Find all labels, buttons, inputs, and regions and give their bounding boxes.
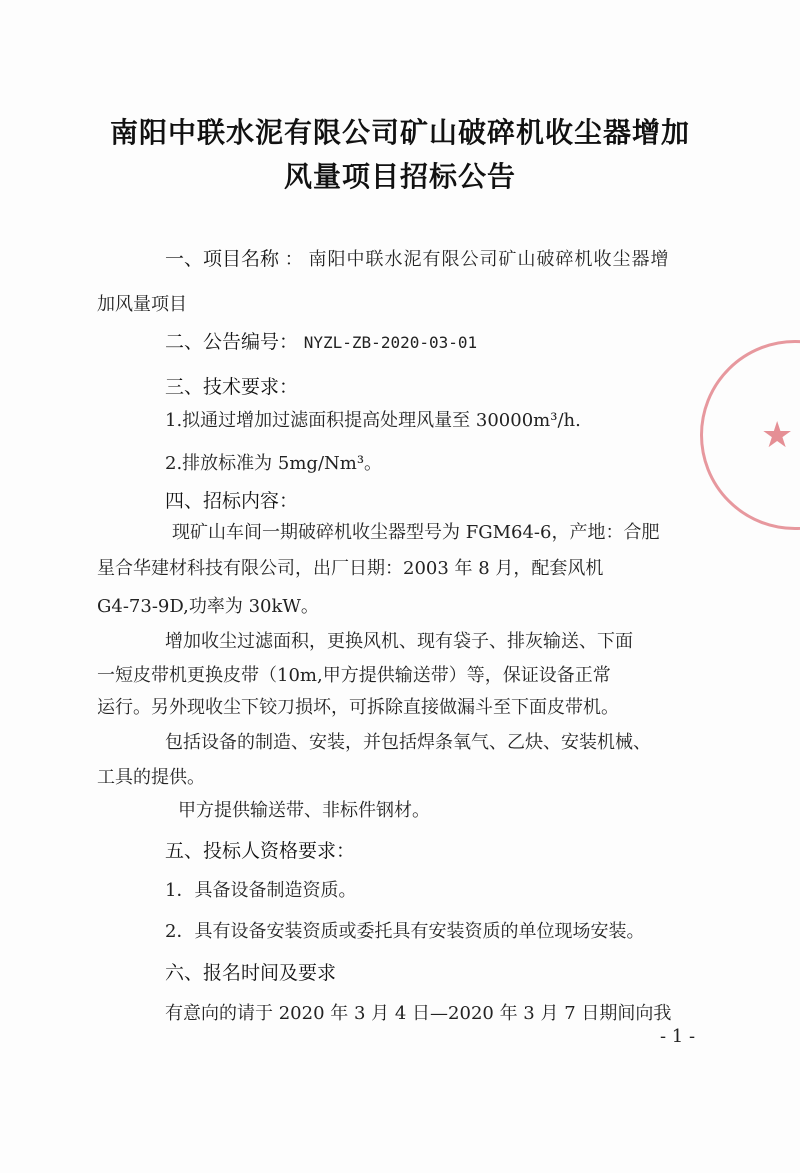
section1-text-line1: 南阳中联水泥有限公司矿山破碎机收尘器增 [308,249,670,270]
section1-heading: 一、项目名称 [165,248,280,270]
section4-p3-line1: 包括设备的制造、安装，并包括焊条氧气、乙炔、安装机械、 [165,732,651,753]
section1-line [165,244,669,271]
section4-p2-line2: 一短皮带机更换皮带（10m,甲方提供输送带）等，保证设备正常 [97,665,611,686]
section2-heading: 二、公告编号： [165,331,299,353]
section5-item1: 1．具备设备制造资质。 [165,880,357,901]
section6-heading: 六、报名时间及要求 [165,962,337,984]
section1-text-line2: 加风量项目 [97,294,187,315]
section4-heading: 四、招标内容： [165,490,299,512]
section2-text: NYZL-ZB-2020-03-01 [303,333,478,352]
section4-p4-line1: 甲方提供输送带、非标件钢材。 [178,800,430,821]
section3-item1: 1.拟通过增加过滤面积提高处理风量至 30000m³/h. [165,410,581,431]
section3-item2: 2.排放标准为 5mg/Nm³。 [165,453,383,474]
page-number: - 1 - [660,1026,696,1047]
seal-clip [700,340,800,530]
section4-p2-line1: 增加收尘过滤面积，更换风机、现有袋子、排灰输送、下面 [165,631,633,652]
section4-p1-line2: 星合华建材科技有限公司，出厂日期：2003 年 8 月，配套风机 [97,558,604,579]
section6-text-line1: 有意向的请于 2020 年 3 月 4 日—2020 年 3 月 7 日期间向我 [165,1003,672,1024]
section2-line [165,327,477,354]
section4-p1-line3: G4-73-9D,功率为 30kW。 [97,596,319,617]
section4-p3-line2: 工具的提供。 [97,767,205,788]
section4-p2-line3: 运行。另外现收尘下铰刀损坏，可拆除直接做漏斗至下面皮带机。 [97,697,619,718]
section4-p1-line1: 现矿山车间一期破碎机收尘器型号为 FGM64-6，产地：合肥 [172,522,660,543]
section5-heading: 五、投标人资格要求： [165,840,356,862]
star-icon: ★ [761,415,794,456]
document-title-line2: 风量项目招标公告 [283,160,516,193]
section5-item2: 2．具有设备安装资质或委托具有安装资质的单位现场安装。 [165,921,645,942]
section3-heading: 三、技术要求： [165,376,299,398]
section1-sep: ： [284,249,303,270]
document-title-line1: 南阳中联水泥有限公司矿山破碎机收尘器增加 [109,116,690,149]
company-seal [700,340,800,530]
